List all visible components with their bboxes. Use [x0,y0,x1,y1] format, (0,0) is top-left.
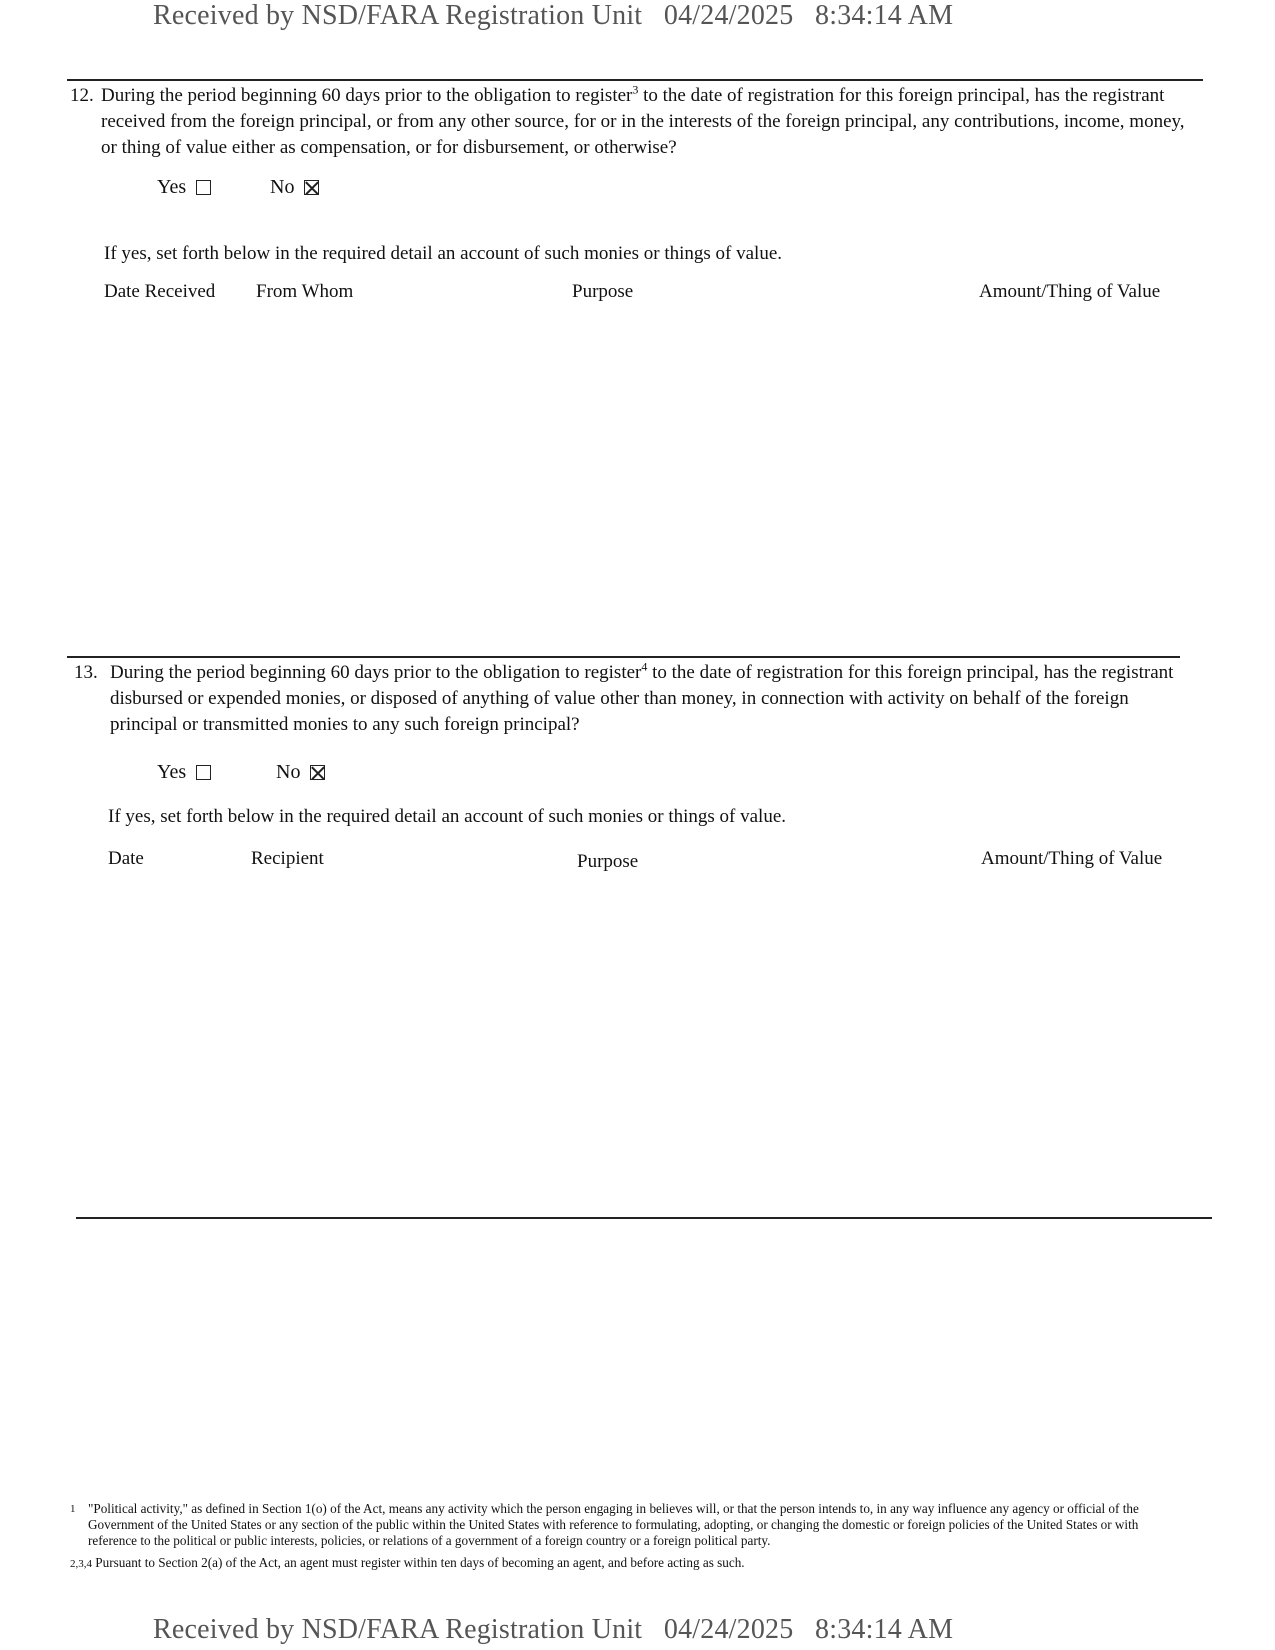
q13-instruction: If yes, set forth below in the required detail an account of such monies or things of value. [108,806,786,827]
footnote-1-text: "Political activity," as defined in Section 1(o) of the Act, means any activity which the person engaging in believes will, or that the person intends to, in any way influence any agency or official of the Government of the United States or any section of the public within the United States with reference to formulating, adopting, or changing the domestic or foreign policies of the United States or with reference to the political or public interests, policies, or relations of a government of a foreign country or a foreign political party. [88,1501,1139,1548]
footnotes [70,1501,1165,1572]
q13-yes-checkbox[interactable] [196,765,211,780]
q13-no-label: No [276,761,301,783]
question-13-number: 13. [74,662,98,683]
q12-col-purpose: Purpose [572,281,634,302]
question-13-text: During the period beginning 60 days prior to the obligation to register$^4$ to the date of registration for this foreign principal, has the registrant disbursed or expended monies, or disposed of anything of value other than money, in connection with activity on behalf of the foreign principal or transmitted monies to any such foreign principal? [110,659,1174,735]
footnote-ref-3: 3 [632,82,639,97]
q12-yes-label: Yes [157,176,187,198]
q13-col-purpose: Purpose [577,851,639,872]
q13-yes-label: Yes [157,761,187,783]
divider-q13 [67,656,1180,658]
q13-yes-option[interactable] [157,761,211,784]
q12-col-date-received: Date Received [104,281,216,302]
question-12-text: During the period beginning 60 days prior to the obligation to register$^3$ to the date of registration for this foreign principal, has the registrant received from the foreign principal, or from any other source, for or in the interests of the foreign principal, any contributions, income, money, or thing of value either as compensation, or for disbursement, or otherwise? [101,82,1185,158]
q12-yes-checkbox[interactable] [196,180,211,195]
question-13 [74,660,1194,740]
q12-no-label: No [270,176,295,198]
question-12 [70,83,1205,163]
q12-col-from-whom: From Whom [256,281,354,302]
q12-no-checkbox[interactable] [304,180,319,195]
footnote-2-3-4-mark: 2,3,4 [70,1558,92,1570]
q13-no-option[interactable] [276,761,325,784]
q13-no-checkbox[interactable] [310,765,325,780]
question-12-number: 12. [70,85,94,106]
footnote-ref-4: 4 [641,659,648,674]
q12-no-option[interactable] [270,176,319,199]
footnote-1 [70,1501,1165,1549]
divider-q12 [67,79,1203,81]
footnote-2-3-4 [70,1555,1165,1572]
footnote-1-mark: 1 [70,1503,76,1515]
q13-col-amount: Amount/Thing of Value [981,848,1163,869]
footnote-2-3-4-text: Pursuant to Section 2(a) of the Act, an agent must register within ten days of becoming an agent, and before acting as such. [95,1555,745,1570]
q13-col-recipient: Recipient [251,848,324,869]
received-stamp-footer: Received by NSD/FARA Registration Unit 04/24/2025 8:34:14 AM [153,1614,954,1645]
q13-col-date: Date [108,848,144,869]
divider-bottom [76,1217,1212,1219]
received-stamp-header: Received by NSD/FARA Registration Unit 04/24/2025 8:34:14 AM [153,0,954,31]
q12-instruction: If yes, set forth below in the required detail an account of such monies or things of value. [104,243,782,264]
q12-yes-option[interactable] [157,176,211,199]
q12-col-amount: Amount/Thing of Value [979,281,1161,302]
